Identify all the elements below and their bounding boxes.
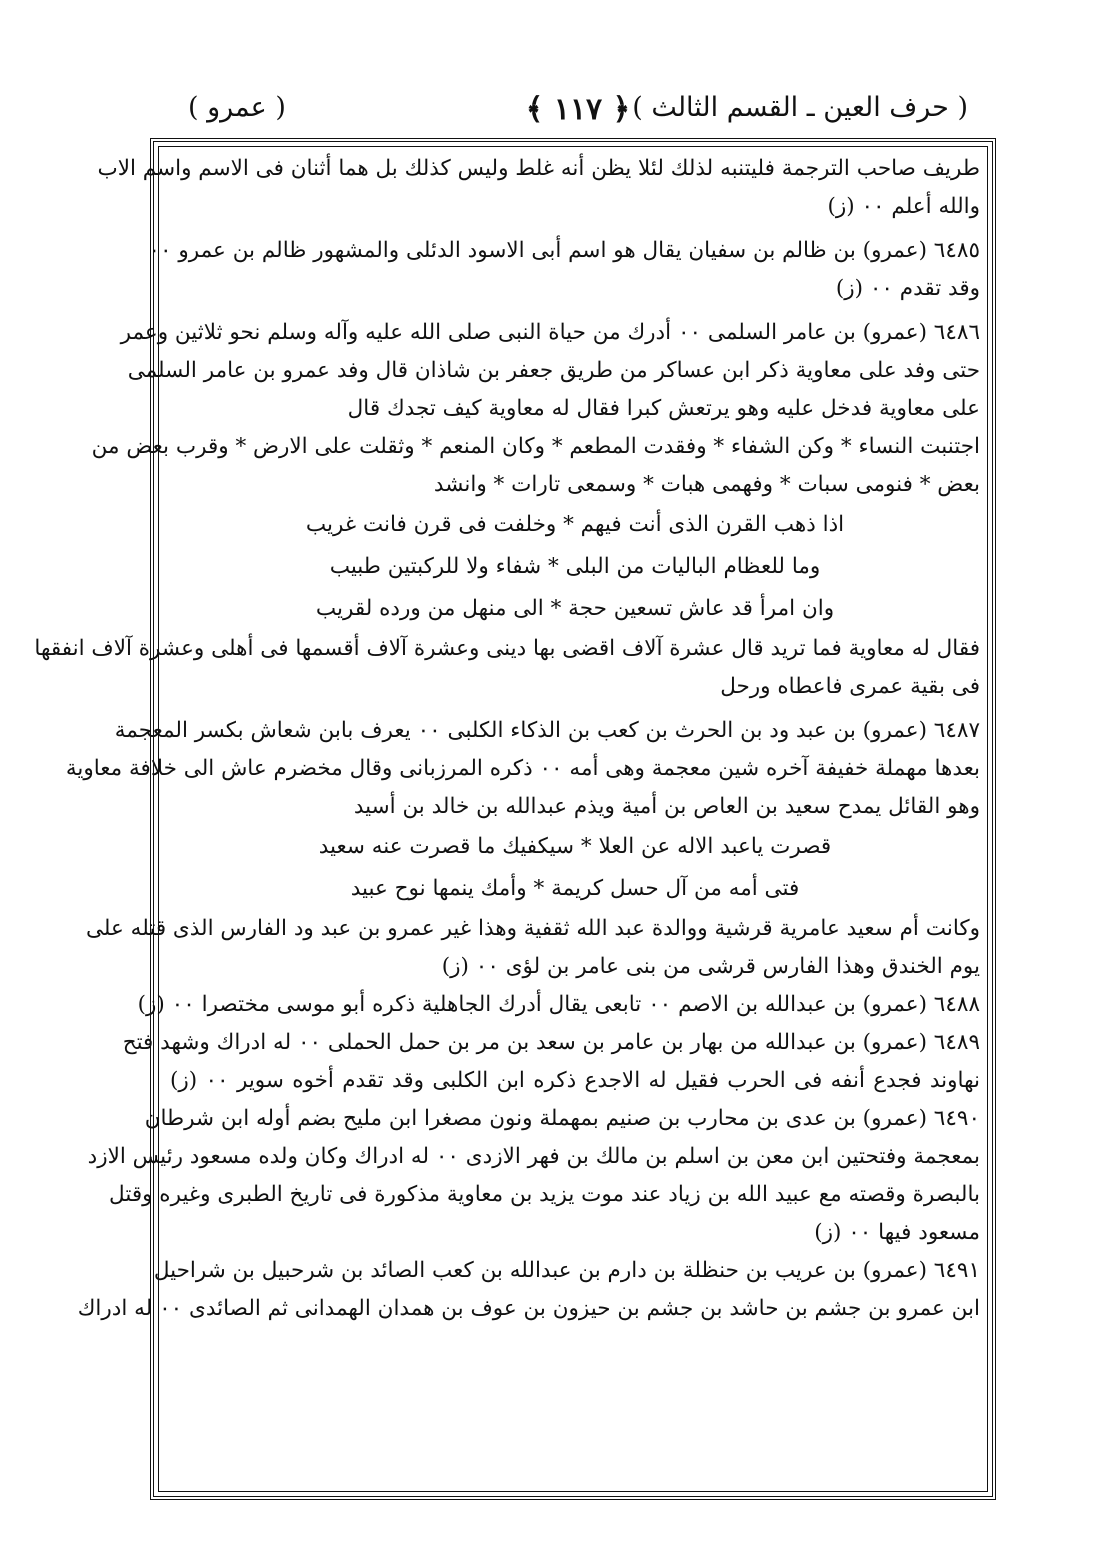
text-line: ابن عمرو بن جشم بن حاشد بن جشم بن حيزون بن عوف بن همدان الهمدانى ثم الصائدى ٠٠ له ادراك (77, 1296, 980, 1321)
section-title: ( حرف العين ـ القسم الثالث ) (632, 92, 968, 123)
entry-6491-line: ٦٤٩١ (عمرو) بن عريب بن حنظلة بن دارم بن عبدالله بن كعب الصائد بن شرحبيل بن شراحيل (153, 1258, 980, 1283)
text-line: وقد تقدم ٠٠ (ز) (835, 276, 980, 301)
poem-verse: قصرت ياعبد الاله عن العلا * سيكفيك ما قصرت عنه سعيد (318, 834, 832, 859)
text-line: والله أعلم ٠٠ (ز) (827, 194, 980, 219)
text-line: بعض * فنومى سبات * وفهمى هبات * وسمعى تارات * وانشد (433, 472, 980, 497)
entry-6488-line: ٦٤٨٨ (عمرو) بن عبدالله بن الاصم ٠٠ تابعى يقال أدرك الجاهلية ذكره أبو موسى مختصرا ٠٠ (ز) (137, 992, 980, 1017)
entry-6485-line: ٦٤٨٥ (عمرو) بن ظالم بن سفيان يقال هو اسم أبى الاسود الدئلى والمشهور ظالم بن عمرو ٠٠ (148, 238, 980, 263)
entry-6490-line: ٦٤٩٠ (عمرو) بن عدى بن محارب بن صنيم بمهملة ونون مصغرا ابن مليح بضم أوله ابن شرطان (144, 1106, 980, 1131)
text-line: بالبصرة وقصته مع عبيد الله بن زياد عند موت يزيد بن معاوية مذكورة فى تاريخ الطبرى وغيره وقتل (109, 1182, 980, 1207)
text-line: يوم الخندق وهذا الفارس قرشى من بنى عامر بن لؤى ٠٠ (ز) (441, 954, 980, 979)
entry-6489-line: ٦٤٨٩ (عمرو) بن عبدالله من بهار بن عامر بن سعد بن مر بن حمل الحملى ٠٠ له ادراك وشهد فتح (122, 1030, 980, 1055)
text-line: فى بقية عمرى فاعطاه ورحل (720, 674, 980, 699)
text-line: على معاوية فدخل عليه وهو يرتعش كبرا فقال له معاوية كيف تجدك قال (347, 396, 980, 421)
poem-verse: اذا ذهب القرن الذى أنت فيهم * وخلفت فى قرن فانت غريب (305, 512, 845, 537)
text-line: اجتنبت النساء * وكن الشفاء * وفقدت المطعم * وكان المنعم * وثقلت على الارض * وقرب بعض من (91, 434, 980, 459)
text-line: وكانت أم سعيد عامرية قرشية ووالدة عبد الله ثقفية وهذا غير عمرو بن عبد ود الفارس الذى قتله على (85, 916, 980, 941)
page-number: ﴿ ١١٧ ﴾ (525, 92, 631, 127)
page-body (34, 150, 980, 1328)
text-line: بعدها مهملة خفيفة آخره شين معجمة وهى أمه ٠٠ ذكره المرزبانى وقال مخضرم عاش الى خلافة معاوية (65, 756, 980, 781)
text-line: نهاوند فجدع أنفه فى الحرب فقيل له الاجدع ذكره ابن الكلبى وقد تقدم أخوه سوير ٠٠ (ز) (170, 1068, 980, 1093)
text-line: حتى وفد على معاوية ذكر ابن عساكر من طريق جعفر بن شاذان قال وفد عمرو بن عامر السلمى (127, 358, 980, 383)
text-line: وهو القائل يمدح سعيد بن العاص بن أمية ويذم عبدالله بن خالد بن أسيد (353, 794, 980, 819)
text-line: مسعود فيها ٠٠ (ز) (814, 1220, 980, 1245)
entry-6486-line: ٦٤٨٦ (عمرو) بن عامر السلمى ٠٠ أدرك من حياة النبى صلى الله عليه وآله وسلم نحو ثلاثين وعمر (120, 320, 980, 345)
entry-6487-line: ٦٤٨٧ (عمرو) بن عبد ود بن الحرث بن كعب بن الذكاء الكلبى ٠٠ يعرف بابن شعاش بكسر المعجمة (114, 718, 980, 743)
entry-name: ( عمرو ) (188, 92, 286, 123)
poem-verse: وان امرأ قد عاش تسعين حجة * الى منهل من ورده لقريب (315, 596, 835, 621)
poem-verse: وما للعظام الباليات من البلى * شفاء ولا للركبتين طبيب (329, 554, 821, 579)
poem-verse: فتى أمه من آل حسل كريمة * وأمك ينمها نوح عبيد (350, 876, 800, 901)
text-line: طريف صاحب الترجمة فليتنبه لذلك لئلا يظن أنه غلط وليس كذلك بل هما أثنان فى الاسم واسم الاب (97, 156, 980, 181)
text-line: فقال له معاوية فما تريد قال عشرة آلاف اقضى بها دينى وعشرة آلاف أقسمها فى أهلى وعشرة آلاف انفقها (34, 636, 980, 661)
text-line: بمعجمة وفتحتين ابن معن بن اسلم بن مالك بن فهر الازدى ٠٠ له ادراك وكان ولده مسعود رئيس الازد (87, 1144, 980, 1169)
page-header (188, 92, 968, 136)
